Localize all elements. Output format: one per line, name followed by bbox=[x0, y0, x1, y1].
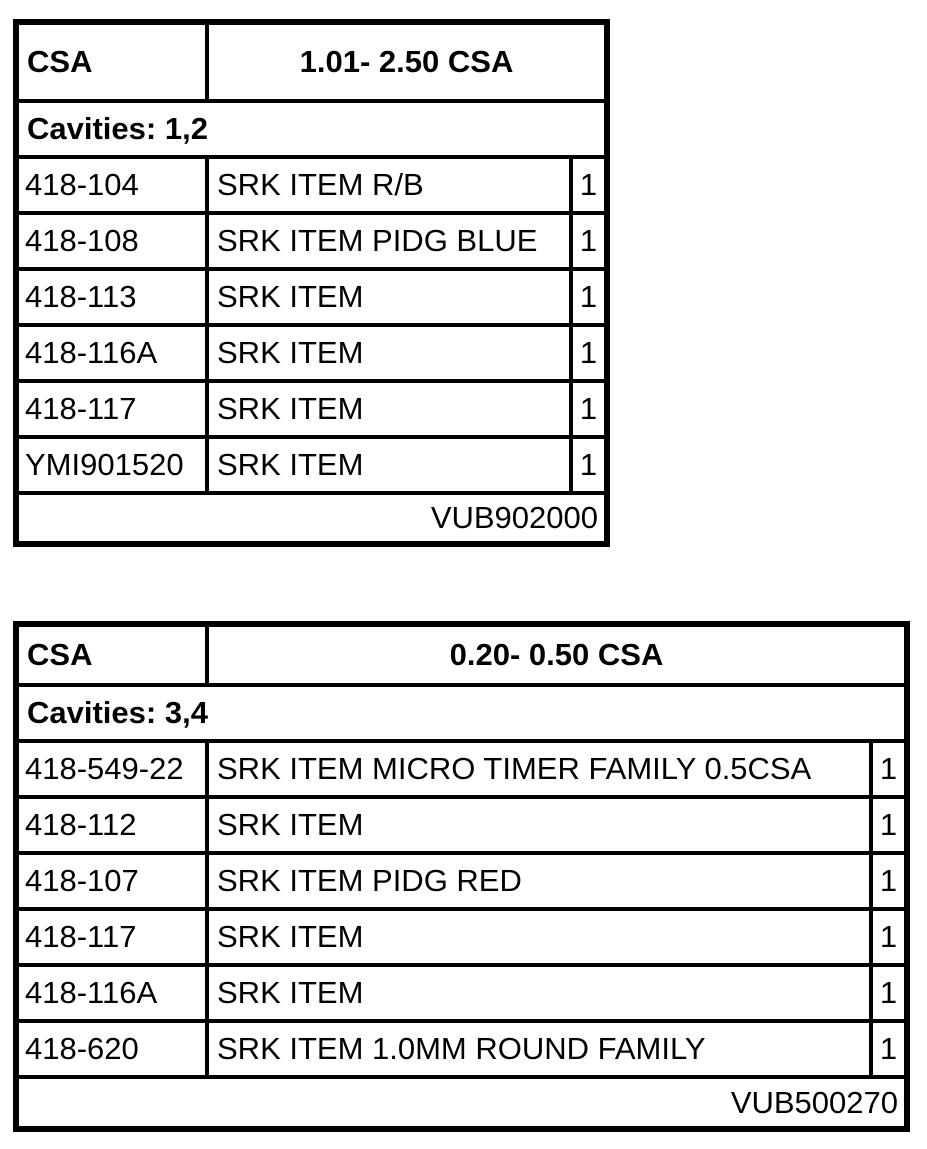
cavities-label: Cavities: 3,4 bbox=[27, 695, 208, 730]
description-cell: SRK ITEM bbox=[205, 439, 569, 491]
quantity-cell: 1 bbox=[569, 271, 604, 323]
footer-code: VUB902000 bbox=[430, 500, 598, 535]
table-row bbox=[19, 967, 904, 1023]
part-number-cell: 418-549-22 bbox=[25, 751, 184, 786]
footer-row bbox=[19, 1079, 904, 1126]
table-header-row bbox=[19, 25, 604, 103]
footer-code: VUB500270 bbox=[730, 1084, 898, 1120]
header-range-cell: 0.20- 0.50 CSA bbox=[205, 627, 904, 683]
table-row bbox=[19, 215, 604, 271]
part-number-cell: 418-620 bbox=[25, 1031, 139, 1066]
quantity-cell: 1 bbox=[569, 383, 604, 435]
description-cell: SRK ITEM bbox=[205, 911, 869, 963]
csa-table-1 bbox=[13, 19, 610, 547]
part-number-cell: 418-116A bbox=[25, 975, 158, 1010]
cavities-row bbox=[19, 687, 904, 743]
part-number-cell: 418-108 bbox=[25, 223, 139, 258]
footer-row bbox=[19, 495, 604, 541]
header-left-cell: CSA bbox=[27, 637, 93, 672]
table-header-row bbox=[19, 627, 904, 687]
header-left-cell: CSA bbox=[27, 44, 93, 79]
table-row bbox=[19, 327, 604, 383]
cavities-label: Cavities: 1,2 bbox=[27, 111, 208, 146]
table-row bbox=[19, 383, 604, 439]
part-number-cell: 418-107 bbox=[25, 863, 139, 898]
table-row bbox=[19, 911, 904, 967]
description-cell: SRK ITEM bbox=[205, 799, 869, 851]
table-row bbox=[19, 271, 604, 327]
quantity-cell: 1 bbox=[569, 215, 604, 267]
description-cell: SRK ITEM MICRO TIMER FAMILY 0.5CSA bbox=[205, 743, 869, 795]
table-row bbox=[19, 743, 904, 799]
description-cell: SRK ITEM 1.0MM ROUND FAMILY bbox=[205, 1023, 869, 1075]
quantity-cell: 1 bbox=[569, 327, 604, 379]
part-number-cell: 418-104 bbox=[25, 167, 139, 202]
table-row bbox=[19, 855, 904, 911]
quantity-cell: 1 bbox=[869, 799, 904, 851]
part-number-cell: YMI901520 bbox=[25, 447, 184, 482]
description-cell: SRK ITEM bbox=[205, 967, 869, 1019]
table-row bbox=[19, 159, 604, 215]
quantity-cell: 1 bbox=[869, 911, 904, 963]
part-number-cell: 418-117 bbox=[25, 391, 137, 426]
description-cell: SRK ITEM bbox=[205, 271, 569, 323]
part-number-cell: 418-116A bbox=[25, 335, 158, 370]
part-number-cell: 418-117 bbox=[25, 919, 137, 954]
description-cell: SRK ITEM bbox=[205, 327, 569, 379]
quantity-cell: 1 bbox=[569, 439, 604, 491]
table-row bbox=[19, 1023, 904, 1079]
header-range-cell: 1.01- 2.50 CSA bbox=[205, 25, 604, 99]
description-cell: SRK ITEM R/B bbox=[205, 159, 569, 211]
part-number-cell: 418-113 bbox=[25, 279, 137, 314]
description-cell: SRK ITEM PIDG BLUE bbox=[205, 215, 569, 267]
quantity-cell: 1 bbox=[869, 1023, 904, 1075]
description-cell: SRK ITEM PIDG RED bbox=[205, 855, 869, 907]
description-cell: SRK ITEM bbox=[205, 383, 569, 435]
part-number-cell: 418-112 bbox=[25, 807, 137, 842]
quantity-cell: 1 bbox=[869, 855, 904, 907]
cavities-row bbox=[19, 103, 604, 159]
csa-table-2 bbox=[13, 621, 910, 1132]
table-row bbox=[19, 439, 604, 495]
quantity-cell: 1 bbox=[569, 159, 604, 211]
quantity-cell: 1 bbox=[869, 967, 904, 1019]
table-row bbox=[19, 799, 904, 855]
quantity-cell: 1 bbox=[869, 743, 904, 795]
